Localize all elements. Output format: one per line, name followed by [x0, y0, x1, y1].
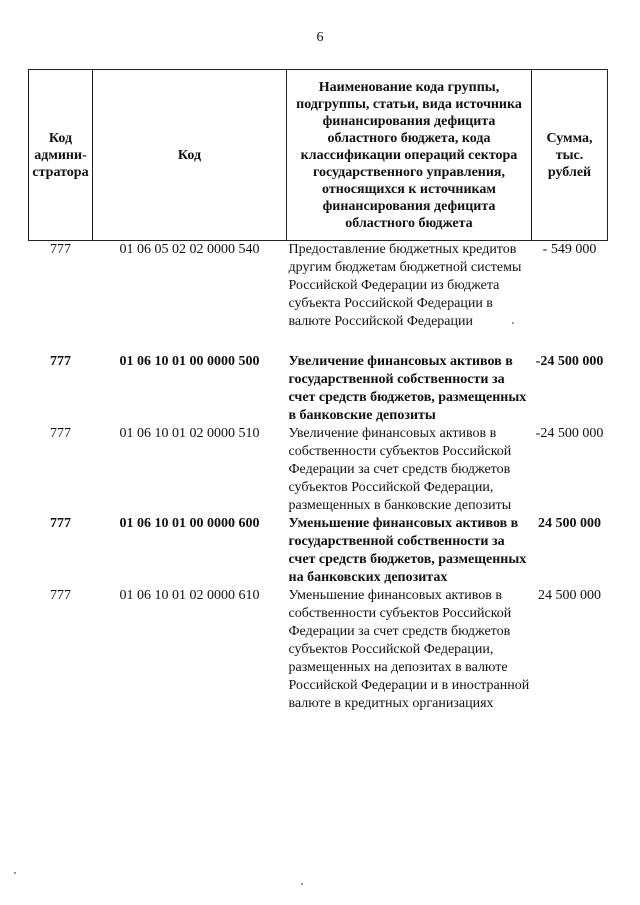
table-row [29, 515, 608, 587]
row-sum: - 549 000 [542, 242, 597, 257]
row-code: 01 06 10 01 00 0000 500 [119, 354, 260, 369]
header-admin-code: Код админи-стратора [29, 70, 93, 241]
table-row [29, 353, 608, 425]
row-code: 01 06 10 01 00 0000 600 [119, 516, 260, 531]
page-number: 6 [316, 30, 324, 45]
row-code: 01 06 10 01 02 0000 610 [119, 588, 260, 603]
sources-financing-table [28, 69, 608, 713]
header-name: Наименование кода группы, подгруппы, статьи, вида источника финансирования дефицита областного бюджета, кода классификации операций сектора государственного управления, относящихся к источникам финансирования дефицита областного бюджета [287, 70, 532, 241]
scan-speck [301, 883, 303, 885]
row-sum: 24 500 000 [538, 516, 601, 531]
table-row [29, 587, 608, 713]
scan-speck [512, 322, 514, 324]
row-admin-code: 777 [50, 426, 71, 441]
row-code: 01 06 05 02 02 0000 540 [119, 242, 260, 257]
row-spacer [29, 331, 608, 353]
row-admin-code: 777 [50, 354, 71, 369]
row-sum: -24 500 000 [535, 354, 604, 369]
row-admin-code: 777 [50, 516, 71, 531]
row-admin-code: 777 [50, 242, 71, 257]
table-row [29, 241, 608, 332]
row-name: Предоставление бюджетных кредитов другим бюджетам бюджетной системы Российской Федерации из бюджета субъекта Российской Федерации в валюте Российской Федерации [288, 242, 522, 329]
scan-speck [14, 872, 16, 874]
row-name: Увеличение финансовых активов в собственности субъектов Российской Федерации за счет средств бюджетов субъектов Российской Федерации, размещенных в банковские депозиты [288, 426, 512, 513]
row-name: Увеличение финансовых активов в государственной собственности за счет средств бюджетов, размещенных в банковские депозиты [288, 354, 527, 423]
row-code: 01 06 10 01 02 0000 510 [119, 426, 260, 441]
row-name: Уменьшение финансовых активов в государственной собственности за счет средств бюджетов, размещенных на банковских депозитах [288, 516, 527, 585]
row-sum: -24 500 000 [535, 426, 604, 441]
row-admin-code: 777 [50, 588, 71, 603]
row-sum: 24 500 000 [538, 588, 601, 603]
table-header-row [29, 70, 608, 241]
row-name: Уменьшение финансовых активов в собственности субъектов Российской Федерации за счет средств бюджетов субъектов Российской Федерации, размещенных на депозитах в валюте Российской Федерации и в иностранной валюте в кредитных организациях [288, 588, 530, 711]
header-code: Код [93, 70, 287, 241]
header-sum: Сумма, тыс. рублей [532, 70, 608, 241]
table-row [29, 425, 608, 515]
